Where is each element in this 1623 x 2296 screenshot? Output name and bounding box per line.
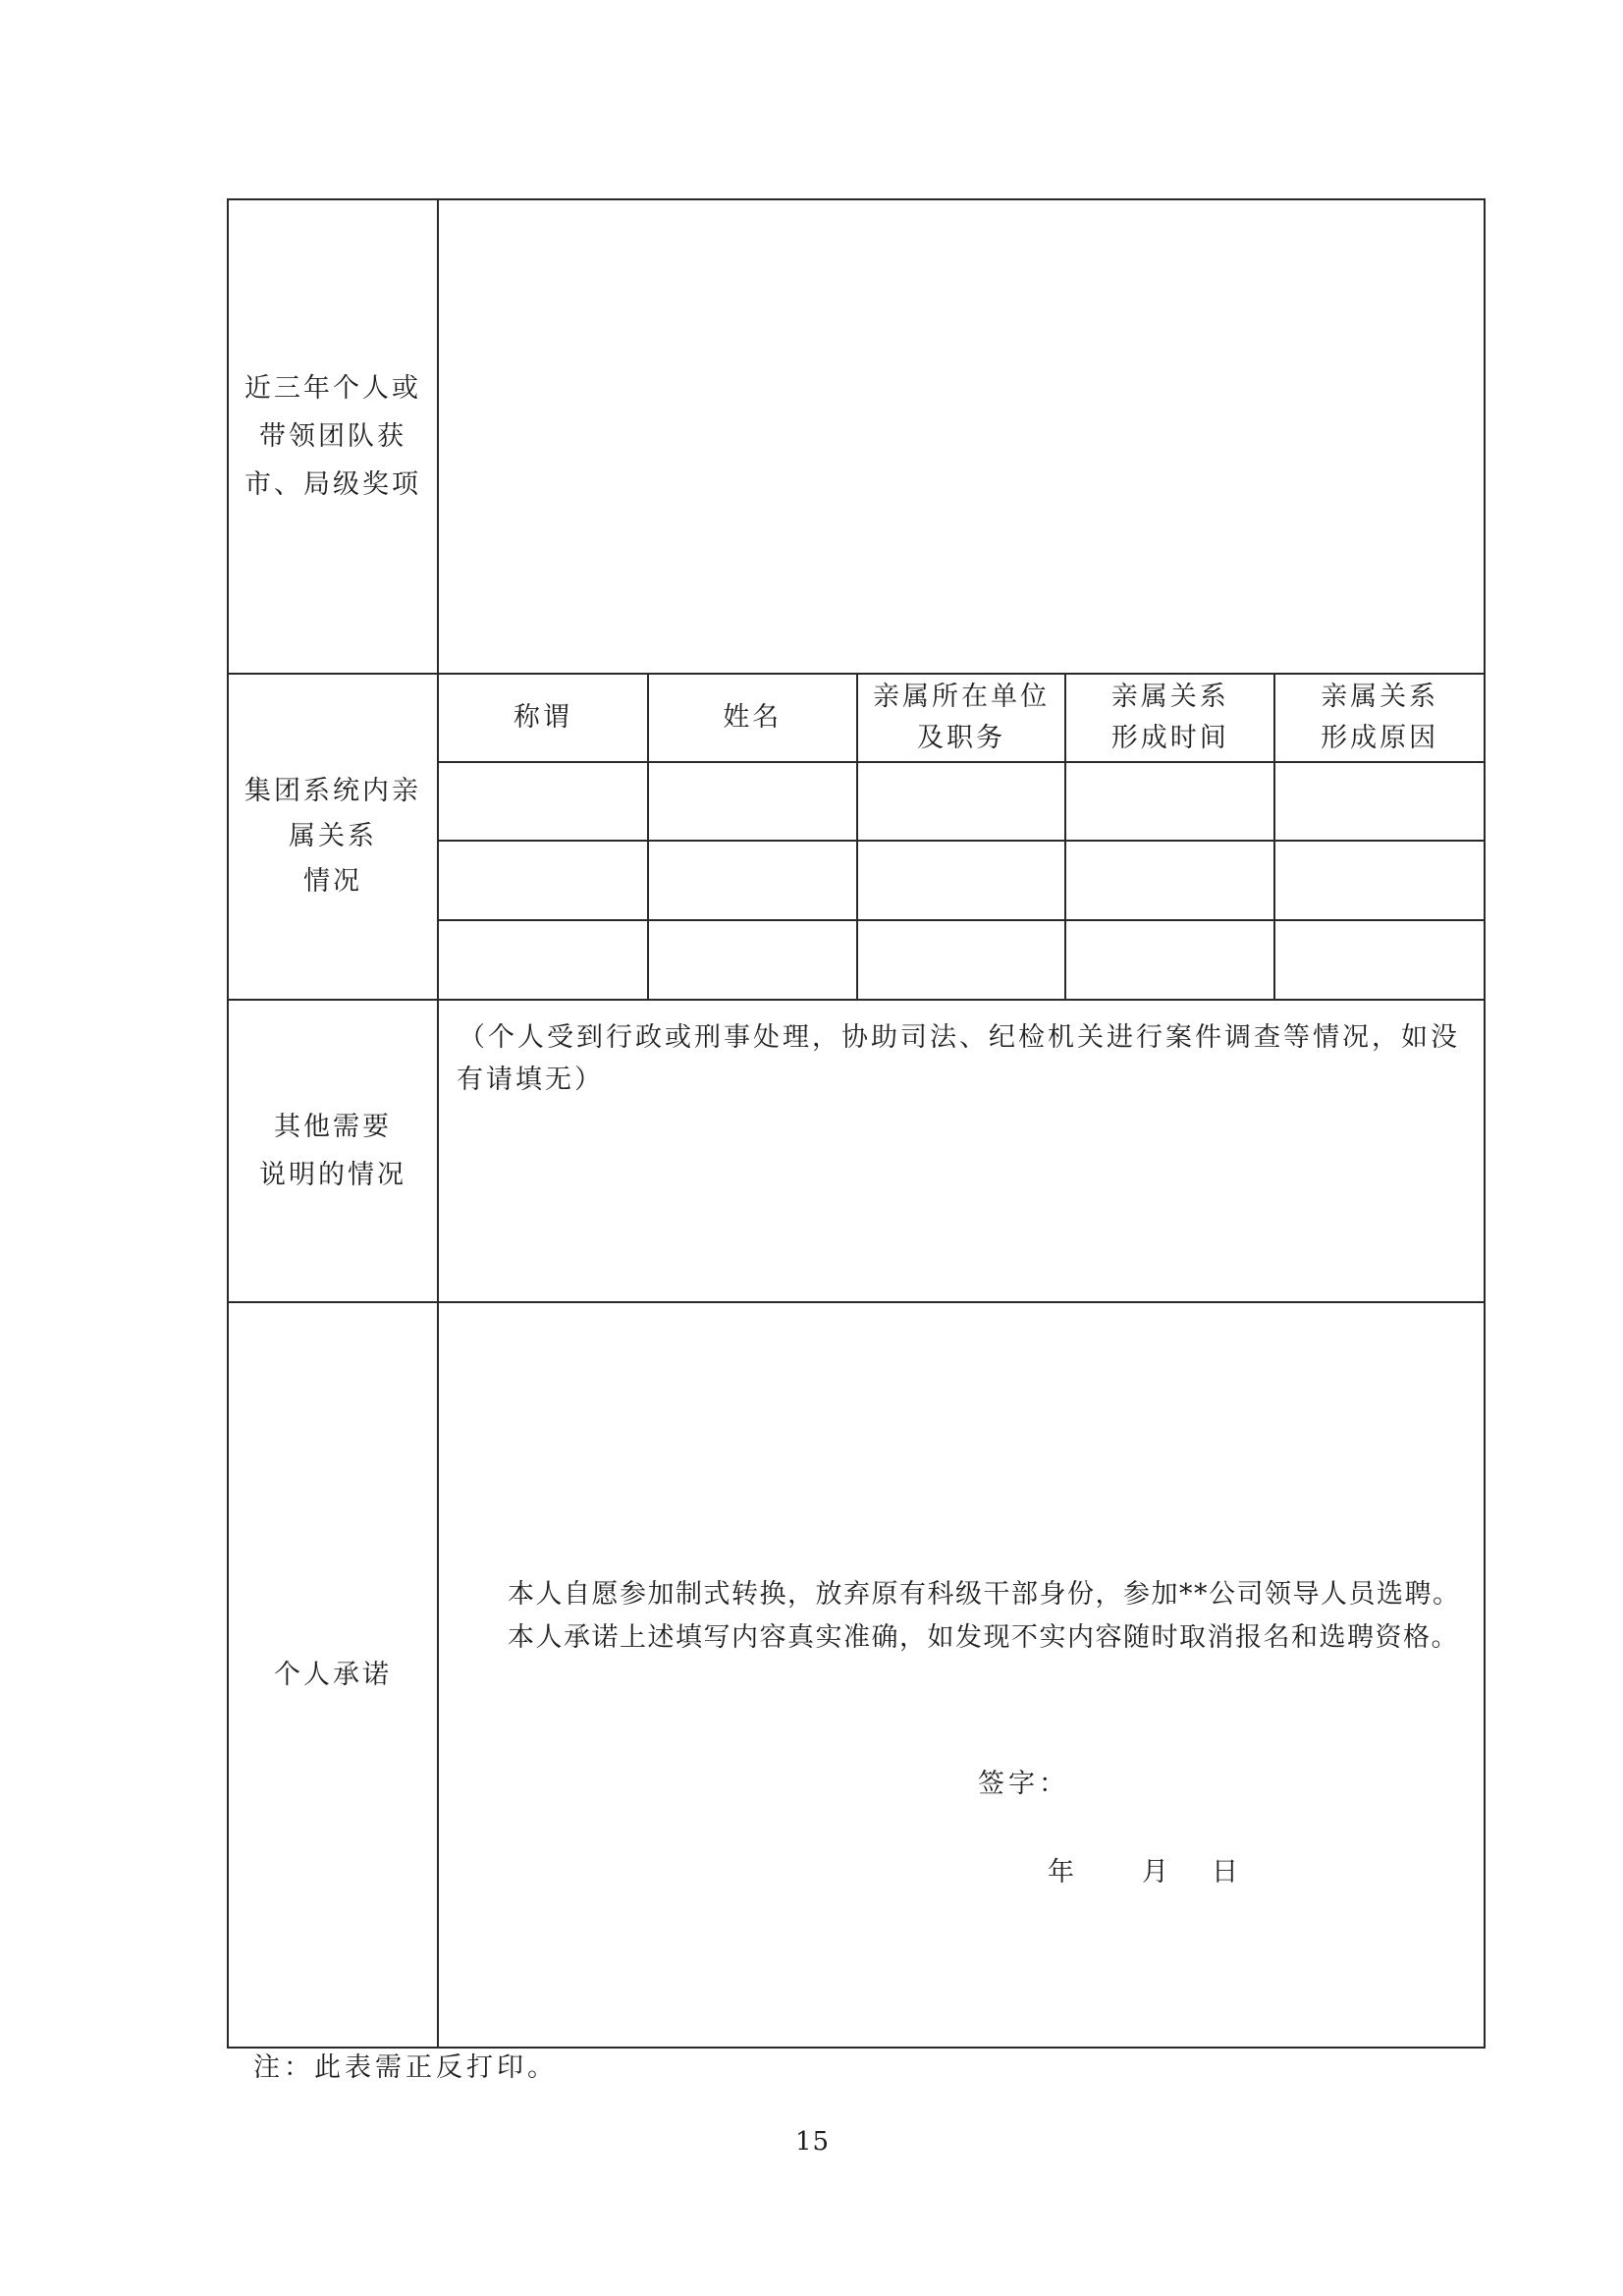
header-text: 亲属关系 [1110, 681, 1229, 712]
other-hint-text: （个人受到行政或刑事处理，协助司法、纪检机关进行案件调查等情况，如没有请填无） [457, 1022, 1460, 1095]
relatives-header-row [439, 675, 1484, 762]
signature-label: 签字： [978, 1769, 1069, 1799]
relatives-label-line: 属关系 [289, 821, 377, 851]
awards-field[interactable] [438, 199, 1485, 674]
other-field[interactable] [438, 1000, 1485, 1302]
awards-row [228, 199, 1485, 674]
promise-label-text: 个人承诺 [274, 1660, 392, 1690]
header-text: 姓名 [723, 701, 783, 733]
header-name [648, 675, 857, 762]
header-text: 亲属所在单位 [872, 681, 1050, 712]
date-day-label: 日 [1212, 1857, 1238, 1887]
relatives-label-line: 情况 [303, 866, 362, 897]
relative-title-cell[interactable] [439, 841, 648, 919]
relatives-table [439, 675, 1484, 999]
relative-reason-cell[interactable] [1274, 762, 1484, 841]
relatives-data-row [439, 762, 1484, 841]
header-title [439, 675, 648, 762]
footnote: 注：此表需正反打印。 [253, 2052, 558, 2083]
relative-name-cell[interactable] [648, 841, 857, 919]
relative-name-cell[interactable] [648, 762, 857, 841]
relatives-data-row [439, 841, 1484, 919]
other-label-line: 说明的情况 [259, 1160, 406, 1190]
relative-title-cell[interactable] [439, 762, 648, 841]
other-row [228, 1000, 1485, 1302]
header-text: 形成原因 [1321, 722, 1439, 753]
promise-row [228, 1302, 1485, 2048]
awards-label [228, 199, 438, 674]
relatives-grid-cell [438, 674, 1485, 1000]
promise-statement-1: 本人自愿参加制式转换，放弃原有科级干部身份，参加**公司领导人员选聘。 [508, 1579, 1461, 1610]
relative-time-cell[interactable] [1065, 841, 1274, 919]
header-text: 称谓 [513, 701, 572, 733]
awards-label-line: 带领团队获 [259, 421, 406, 452]
relative-time-cell[interactable] [1065, 762, 1274, 841]
header-text: 亲属关系 [1321, 681, 1439, 712]
relative-unit-cell[interactable] [857, 762, 1066, 841]
relatives-data-row [439, 920, 1484, 1000]
header-relation-reason [1274, 675, 1484, 762]
promise-label [228, 1302, 438, 2048]
relative-unit-cell[interactable] [857, 841, 1066, 919]
header-text: 及职务 [916, 722, 1005, 753]
relatives-label [228, 674, 438, 1000]
promise-statement-2: 本人承诺上述填写内容真实准确，如发现不实内容随时取消报名和选聘资格。 [508, 1622, 1459, 1653]
date-month-label: 月 [1142, 1857, 1168, 1887]
page-number: 15 [795, 2127, 831, 2157]
application-form-table [227, 198, 1486, 2049]
relative-reason-cell[interactable] [1274, 920, 1484, 1000]
relative-time-cell[interactable] [1065, 920, 1274, 1000]
header-relation-time [1065, 675, 1274, 762]
relative-reason-cell[interactable] [1274, 841, 1484, 919]
date-year-label: 年 [1048, 1857, 1074, 1887]
header-unit-position [857, 675, 1066, 762]
header-text: 形成时间 [1110, 722, 1229, 753]
relatives-row [228, 674, 1485, 1000]
awards-label-line: 市、局级奖项 [244, 469, 421, 500]
relative-name-cell[interactable] [648, 920, 857, 1000]
other-label [228, 1000, 438, 1302]
relative-unit-cell[interactable] [857, 920, 1066, 1000]
relatives-label-line: 集团系统内亲 [244, 776, 421, 806]
relative-title-cell[interactable] [439, 920, 648, 1000]
promise-field [438, 1302, 1485, 2048]
awards-label-line: 近三年个人或 [244, 373, 421, 404]
other-label-line: 其他需要 [274, 1112, 392, 1142]
